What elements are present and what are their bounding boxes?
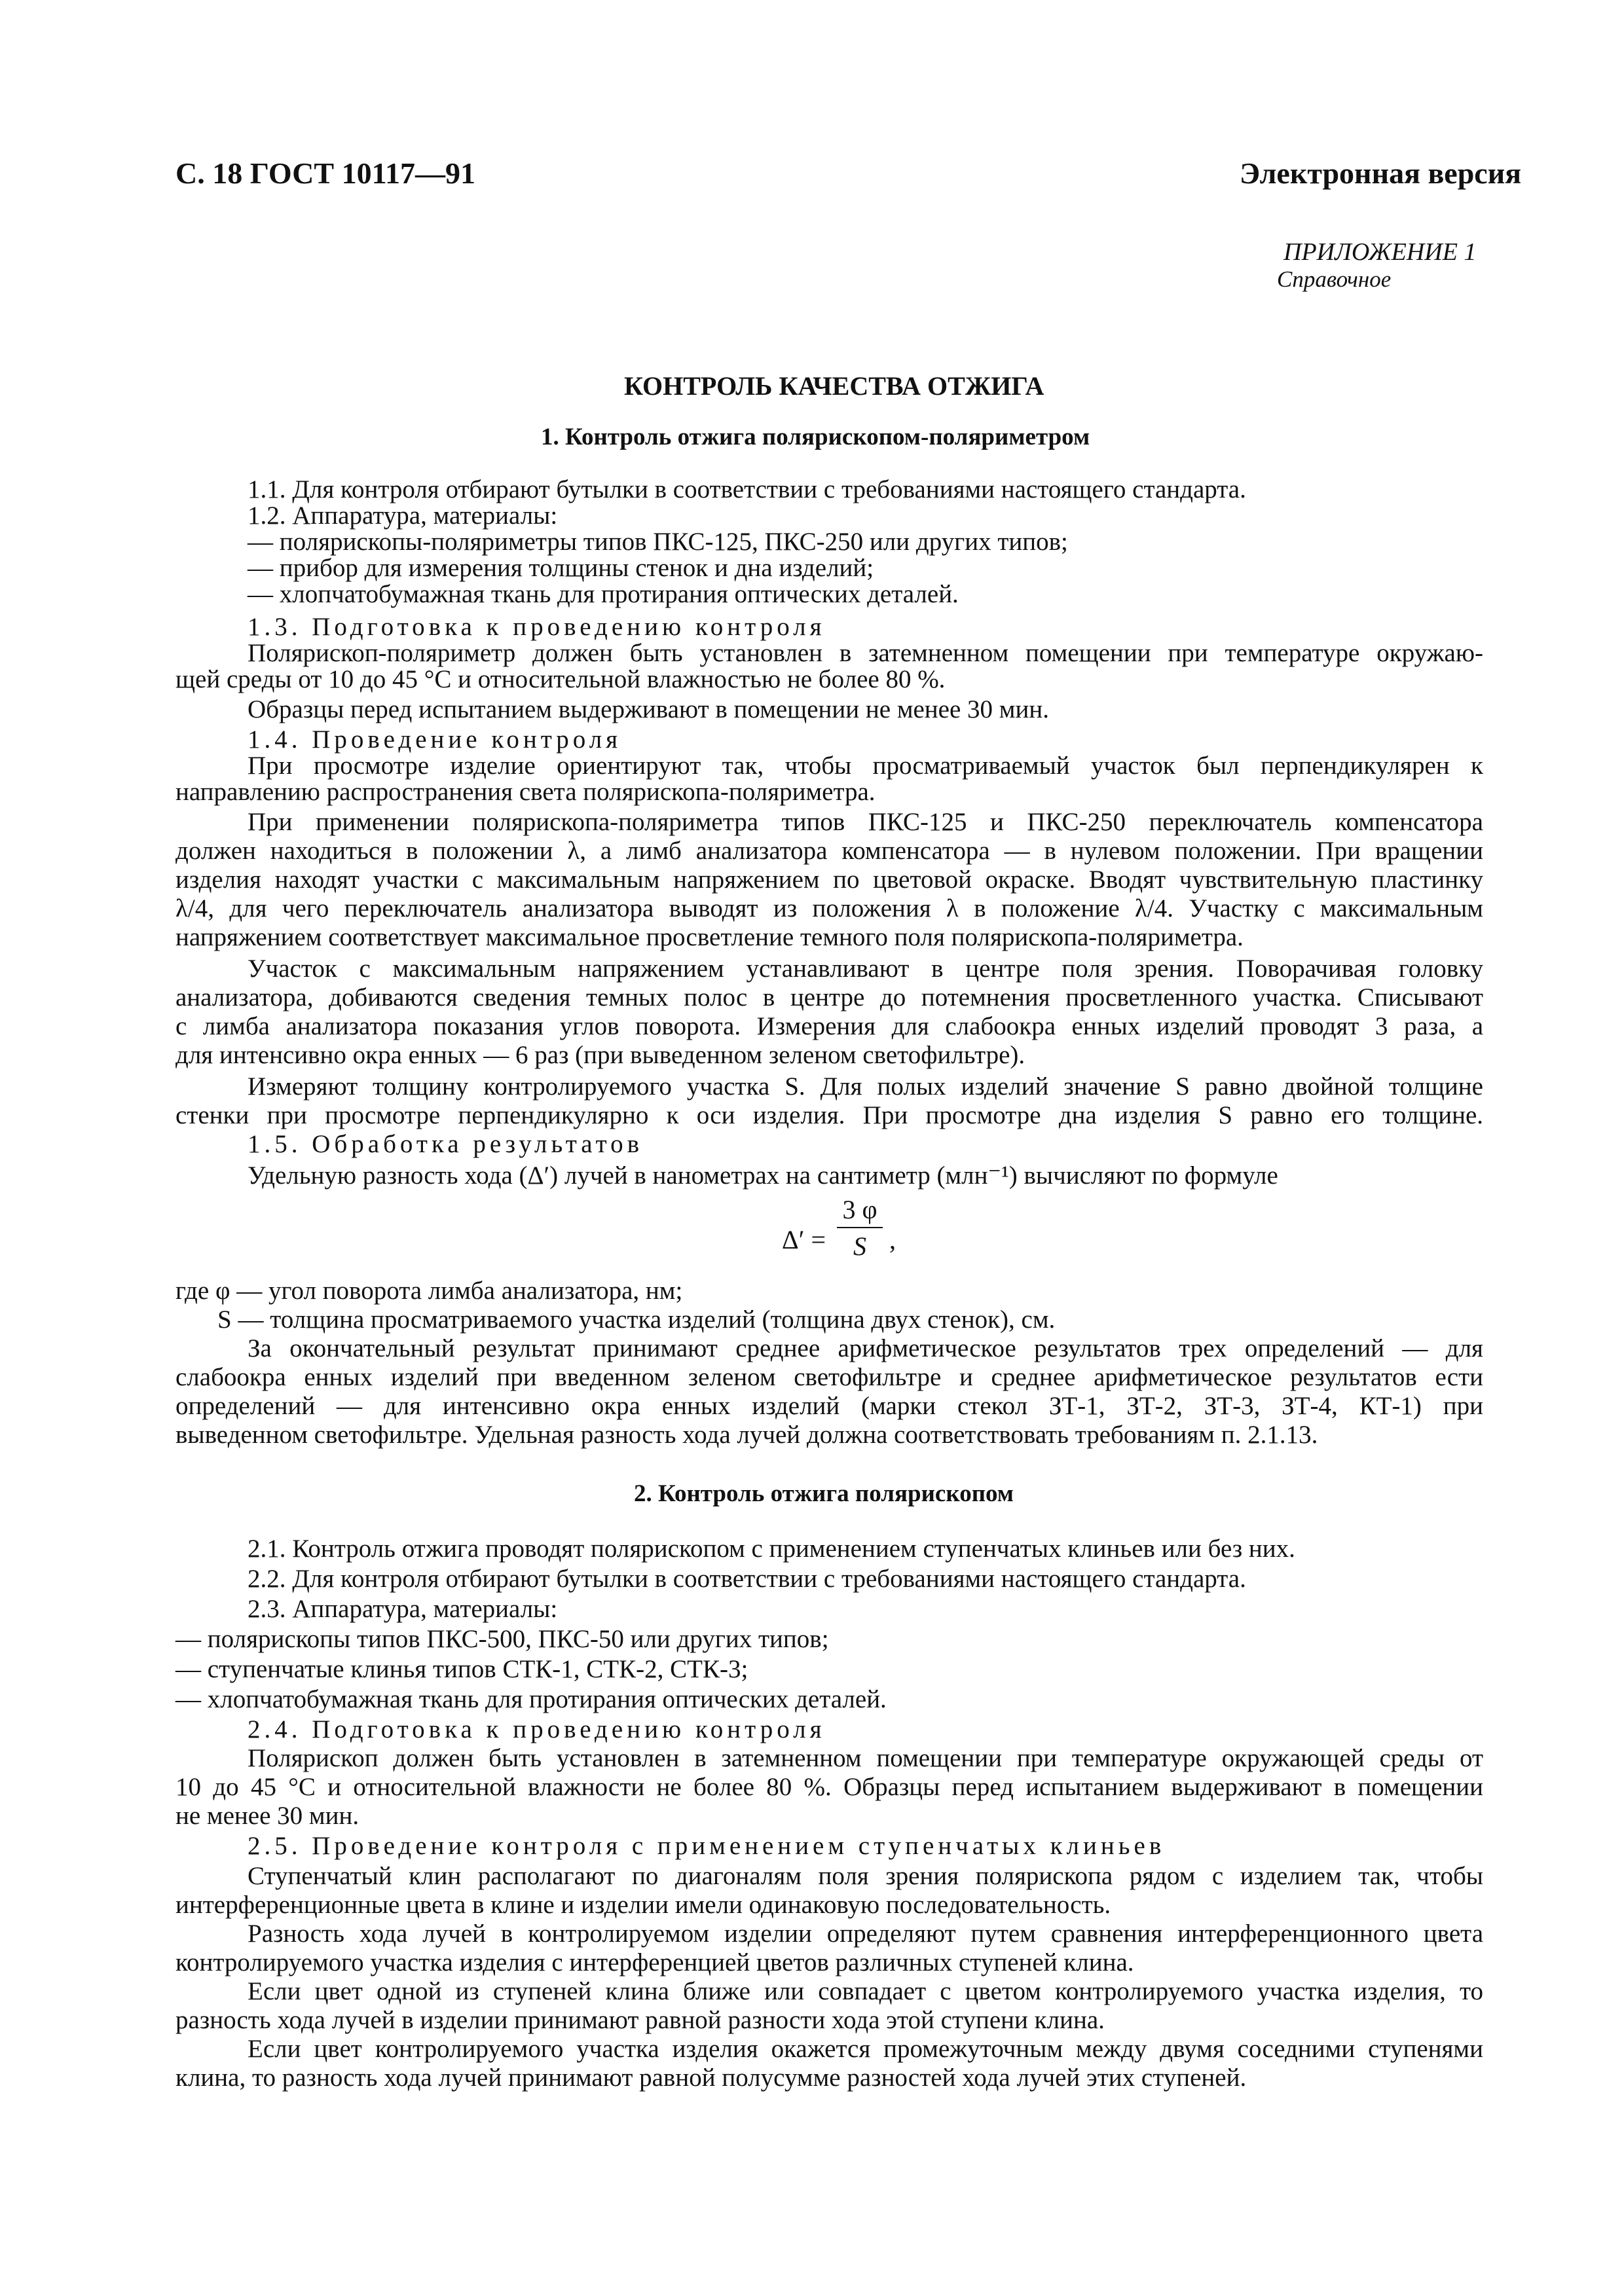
page-reference: С. 18 ГОСТ 10117—91: [175, 156, 476, 190]
formula-denominator: S: [853, 1231, 866, 1261]
text-line: 2.3. Аппаратура, материалы:: [248, 1595, 558, 1623]
text-line: не менее 30 мин.: [175, 1802, 360, 1830]
formula-fraction-bar: [837, 1227, 883, 1228]
text-line: направлению распространения света полярископа-поляриметра.: [175, 778, 876, 806]
formula-tail: ,: [889, 1225, 896, 1254]
text-line: При просмотре изделие ориентируют так, чтобы просматриваемый участок был перпендикулярен к: [248, 752, 1483, 780]
text-line: контролируемого участка изделия с интерференцией цветов различных ступеней клина.: [175, 1948, 1134, 1977]
text-line: где φ — угол поворота лимба анализатора, нм;: [175, 1277, 683, 1305]
list-item: — хлопчатобумажная ткань для протирания оптических деталей.: [248, 580, 959, 608]
text-line: Полярископ должен быть установлен в затемненном помещении при температуре окружающей среды от: [248, 1744, 1483, 1772]
text-line: щей среды от 10 до 45 °С и относительной влажностью не более 80 %.: [175, 665, 946, 693]
text-line: определений — для интенсивно окра енных изделий (марки стекол ЗТ-1, ЗТ-2, ЗТ-3, ЗТ-4, КТ-1) при: [175, 1392, 1483, 1420]
text-line: слабоокра енных изделий при введенном зеленом светофильтре и среднее арифметическое результатов ести: [175, 1363, 1483, 1391]
text-line: изделия находят участки с максимальным напряжением по цветовой окраске. Вводят чувствительную пластинку: [175, 866, 1483, 894]
text-line: Если цвет контролируемого участка изделия окажется промежуточным между двумя соседними ступенями: [248, 2035, 1483, 2063]
text-line: разность хода лучей в изделии принимают равной разности хода этой ступени клина.: [175, 2006, 1105, 2034]
list-item: — хлопчатобумажная ткань для протирания оптических деталей.: [175, 1685, 887, 1713]
text-line: Участок с максимальным напряжением устанавливают в центре поля зрения. Поворачивая головку: [248, 955, 1483, 983]
subsection-heading: 2.4. Подготовка к проведению контроля: [248, 1715, 826, 1743]
text-line: интерференционные цвета в клине и изделии имели одинаковую последовательность.: [175, 1891, 1111, 1919]
text-line: Образцы перед испытанием выдерживают в помещении не менее 30 мин.: [248, 695, 1049, 723]
text-line: Удельную разность хода (Δ′) лучей в нанометрах на сантиметр (млн⁻¹) вычисляют по формуле: [248, 1161, 1278, 1190]
text-line: Если цвет одной из ступеней клина ближе или совпадает с цветом контролируемого участка изделия, то: [248, 1977, 1483, 2005]
text-line: с лимба анализатора показания углов поворота. Измерения для слабоокра енных изделий проводят 3 раза, а: [175, 1012, 1483, 1040]
appendix-label: ПРИЛОЖЕНИЕ 1: [1283, 238, 1477, 266]
version-label: Электронная версия: [1240, 156, 1522, 190]
list-item: — полярископы-поляриметры типов ПКС-125, ПКС-250 или других типов;: [248, 528, 1068, 556]
section2-heading: 2. Контроль отжига полярископом: [634, 1480, 1014, 1507]
text-line: анализатора, добиваются сведения темных полос в центре до потемнения просветленного участка. Списывают: [175, 983, 1483, 1011]
text-line: Полярископ-поляриметр должен быть установлен в затемненном помещении при температуре окружаю-: [248, 639, 1483, 667]
text-line: 2.2. Для контроля отбирают бутылки в соответствии с требованиями настоящего стандарта.: [248, 1565, 1246, 1593]
text-line: выведенном светофильтре. Удельная разность хода лучей должна соответствовать требованиям п. 2.1.13.: [175, 1421, 1318, 1449]
text-line: для интенсивно окра енных — 6 раз (при выведенном зеленом светофильтре).: [175, 1041, 1025, 1069]
document-title: КОНТРОЛЬ КАЧЕСТВА ОТЖИГА: [624, 371, 1044, 401]
list-item: — прибор для измерения толщины стенок и дна изделий;: [248, 554, 874, 582]
list-item: — ступенчатые клинья типов СТК-1, СТК-2, СТК-3;: [175, 1655, 748, 1683]
formula-numerator: 3 φ: [842, 1195, 877, 1224]
list-item: — полярископы типов ПКС-500, ПКС-50 или других типов;: [175, 1625, 829, 1653]
subsection-heading: 1.3. Подготовка к проведению контроля: [248, 613, 826, 641]
subsection-heading: 1.5. Обработка результатов: [248, 1130, 644, 1158]
text-line: напряжением соответствует максимальное просветление темного поля полярископа-поляриметра.: [175, 923, 1244, 951]
text-line: λ/4, для чего переключатель анализатора выводят из положения λ в положение λ/4. Участку с максимальным: [175, 894, 1483, 922]
section1-heading: 1. Контроль отжига полярископом-поляриметром: [541, 424, 1090, 450]
text-line: 2.1. Контроль отжига проводят полярископом с применением ступенчатых клиньев или без них.: [248, 1535, 1295, 1563]
formula-lhs: Δ′ =: [782, 1225, 826, 1254]
text-line: стенки при просмотре перпендикулярно к оси изделия. При просмотре дна изделия S равно его толщине.: [175, 1101, 1483, 1129]
subsection-heading: 2.5. Проведение контроля с применением ступенчатых клиньев: [248, 1832, 1166, 1860]
text-line: Ступенчатый клин располагают по диагоналям поля зрения полярископа рядом с изделием так, чтобы: [248, 1862, 1483, 1890]
text-line: 10 до 45 °С и относительной влажности не более 80 %. Образцы перед испытанием выдерживают в помещении: [175, 1773, 1483, 1801]
text-line: должен находиться в положении λ, а лимб анализатора компенсатора — в нулевом положении. При вращении: [175, 837, 1483, 865]
text-line: клина, то разность хода лучей принимают равной полусумме разностей хода лучей этих ступеней.: [175, 2064, 1247, 2092]
text-line: Измеряют толщину контролируемого участка S. Для полых изделий значение S равно двойной толщине: [248, 1072, 1483, 1101]
text-line: За окончательный результат принимают среднее арифметическое результатов трех определений — для: [248, 1334, 1483, 1362]
text-line: 1.1. Для контроля отбирают бутылки в соответствии с требованиями настоящего стандарта.: [248, 475, 1246, 503]
text-line: S — толщина просматриваемого участка изделий (толщина двух стенок), см.: [217, 1305, 1056, 1334]
text-line: При применении полярископа-поляриметра типов ПКС-125 и ПКС-250 переключатель компенсатора: [248, 808, 1483, 836]
subsection-heading: 1.4. Проведение контроля: [248, 725, 622, 754]
text-line: 1.2. Аппаратура, материалы:: [248, 501, 558, 530]
text-line: Разность хода лучей в контролируемом изделии определяют путем сравнения интерференционного цвета: [248, 1920, 1483, 1948]
appendix-type: Справочное: [1277, 266, 1392, 292]
